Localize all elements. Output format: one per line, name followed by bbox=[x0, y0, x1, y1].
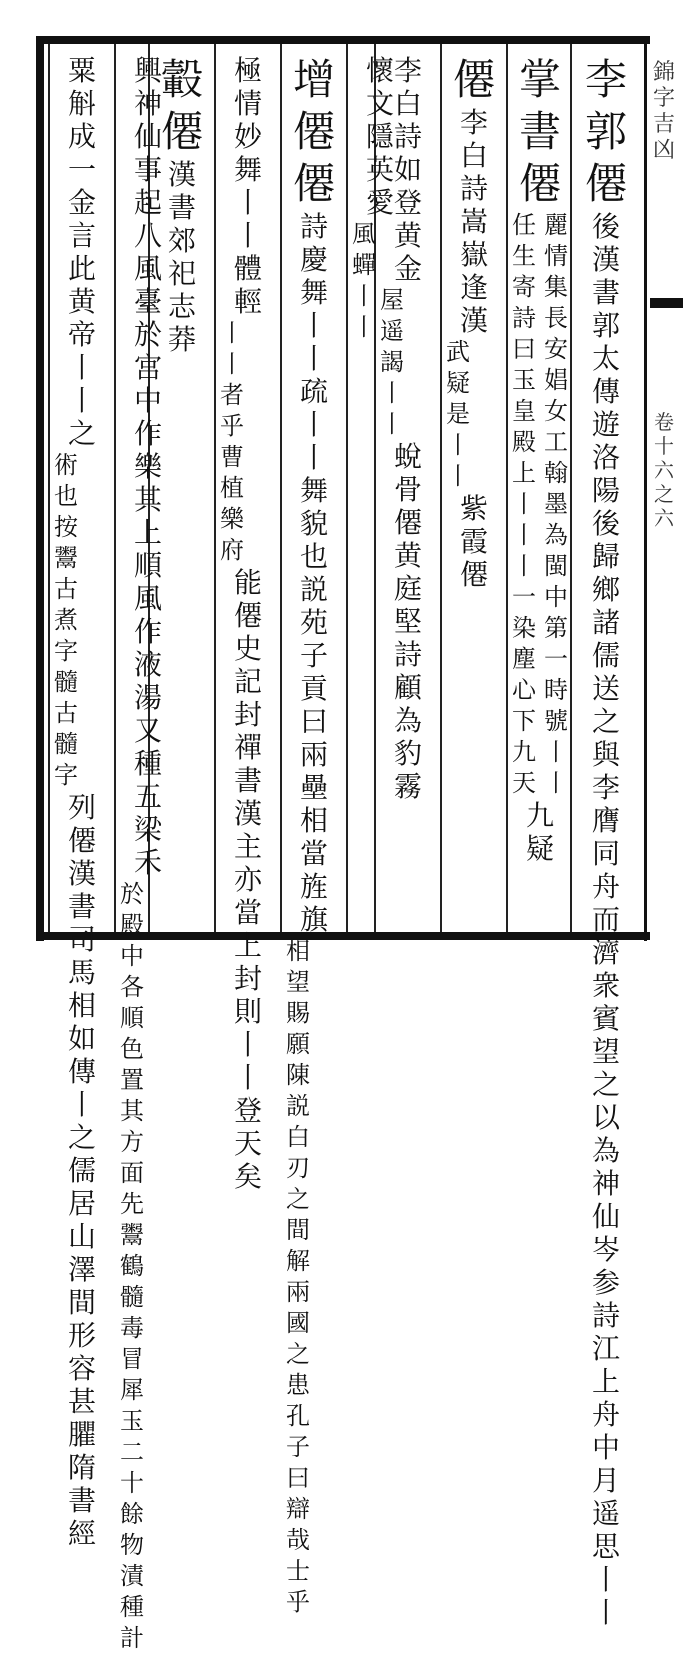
main-text: 詩 慶 舞 丨 丨 疏 丨 丨 舞 貌 也 説 苑 子 貢 曰 兩 壘 相 當 旌 旗 bbox=[299, 210, 328, 936]
entry-heading: 增 僊 僊 bbox=[292, 55, 335, 208]
text-column bbox=[508, 54, 572, 865]
double-line-note: 武 疑 是 丨 丨 bbox=[446, 338, 470, 490]
continuation-text: 濟 衆 賓 望 之 以 為 神 仙 岑 参 詩 江 上 舟 中 月 遥 思 丨 丨 bbox=[591, 936, 620, 1629]
text-column bbox=[50, 54, 114, 1550]
main-text: 李 白 詩 嵩 嶽 逢 漢 bbox=[459, 106, 488, 337]
main-text: 漢 書 郊 祀 志 莽 bbox=[167, 158, 196, 356]
continuation-text: 紫 霞 僊 bbox=[459, 492, 488, 591]
margin-title: 錦字吉凶 bbox=[652, 60, 675, 163]
text-column bbox=[216, 54, 280, 1193]
entry-heading: 掌 書 僊 bbox=[518, 55, 561, 208]
text-column bbox=[442, 54, 506, 591]
frame-top-border bbox=[42, 36, 650, 44]
double-line-note: 風 蟬 丨 丨 bbox=[352, 220, 376, 341]
main-text: 極 情 妙 舞 丨 丨 體 輕 bbox=[233, 54, 262, 318]
frame-right-border bbox=[644, 36, 647, 941]
main-text: 興 神 仙 事 起 八 風 臺 於 宫 中 作 樂 其 上 順 風 作 液 湯 又 種 五 梁 禾 bbox=[133, 54, 162, 879]
double-line-note: 相 望 賜 願 陳 説 白 刃 之 間 解 兩 國 之 患 孔 子 曰 辯 哉 士 乎 bbox=[286, 937, 310, 1616]
main-text: 李 白 詩 如 登 黄 金 bbox=[393, 54, 422, 285]
entry-heading: 李 郭 僊 bbox=[584, 55, 627, 208]
double-line-note: 於 殿 中 各 順 色 置 其 方 面 先 鬻 鶴 髓 毒 冒 犀 玉 二 十 餘 物 漬 種 計 bbox=[120, 880, 144, 1652]
continuation-text: 能 僊 史 記 封 禪 書 漢 主 亦 當 上 封 則 丨 丨 登 天 矣 bbox=[233, 566, 262, 1193]
text-column bbox=[282, 54, 346, 1616]
continuation-text: 蛻 骨 僊 黄 庭 堅 詩 顧 為 豹 霧 bbox=[393, 440, 422, 803]
entry-heading: 轂 僊 bbox=[160, 55, 203, 156]
entry-heading: 僊 bbox=[452, 55, 495, 104]
continuation-text: 列 僊 漢 書 司 馬 相 如 傳 丨 之 儒 居 山 澤 間 形 容 甚 臞 隋 書 經 bbox=[67, 791, 96, 1550]
main-text: 粟 斛 成 一 金 言 此 黄 帝 丨 丨 之 bbox=[67, 54, 96, 450]
text-column bbox=[348, 54, 412, 343]
double-line-note: 任 生 寄 詩 曰 玉 皇 殿 上 丨 丨 丨 一 染 塵 心 下 九 天 麗 情 集 長 安 娼 女 工 翰 墨 為 閩 中 第 一 時 號 丨 丨 bbox=[512, 211, 568, 797]
double-line-note: 丨 丨 者 乎 曹 植 樂 府 bbox=[220, 319, 244, 564]
double-line-note: 屋 遥 謁 丨 丨 bbox=[380, 286, 404, 438]
frame-left-border bbox=[36, 36, 44, 941]
continuation-text: 九 疑 bbox=[525, 799, 554, 865]
text-column bbox=[116, 54, 180, 1652]
margin-fishtail bbox=[650, 298, 683, 308]
main-text: 後 漢 書 郭 太 傳 遊 洛 陽 後 歸 鄉 諸 儒 送 之 與 李 膺 同 舟 而 bbox=[591, 210, 620, 936]
margin-section: 卷十六之六 bbox=[654, 410, 674, 530]
main-text: 懷 文 隱 英 愛 bbox=[365, 54, 394, 219]
double-line-note: 術 也 按 鬻 古 煮 字 髓 古 髓 字 bbox=[54, 451, 78, 789]
text-column bbox=[574, 54, 638, 1629]
